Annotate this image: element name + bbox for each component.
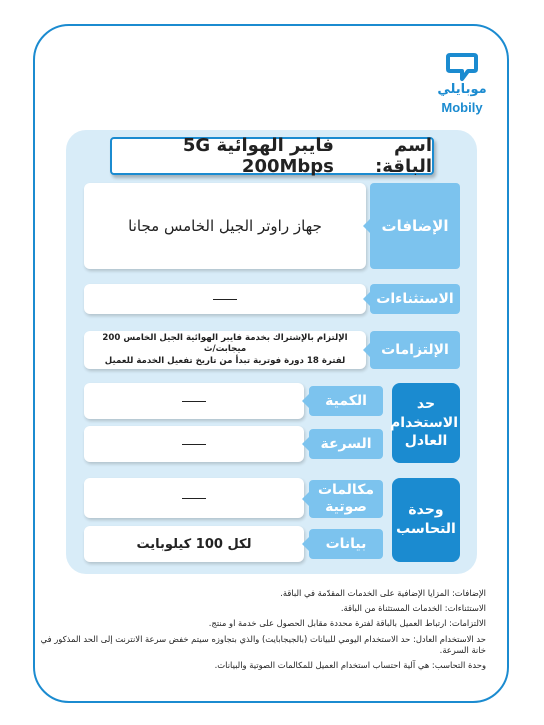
quantity-label-text: الكمية xyxy=(325,393,367,409)
package-title-label: اسم الباقة: xyxy=(375,135,432,177)
commitments-label-text: الإلتزامات xyxy=(381,342,449,358)
additions-label xyxy=(370,183,460,269)
additions-value: جهاز راوتر الجيل الخامس مجانا xyxy=(128,217,322,235)
speed-label-text: السرعة xyxy=(320,436,372,452)
additions-label-text: الإضافات xyxy=(381,217,449,235)
note-fair-use: حد الاستخدام العادل: حد الاستخدام اليومي للبيانات (بالجيجابايت) والذي بتجاوزه سيتم خفض سرعة الانترنت إلى الحد المذكور في خانة السرعة. xyxy=(40,633,486,655)
voice-empty-dash xyxy=(182,498,206,499)
logo-text-english: Mobily xyxy=(441,100,483,115)
package-name: فايبر الهوائية 5G 200Mbps xyxy=(182,135,334,177)
quantity-label xyxy=(309,386,383,416)
exceptions-label-text: الاستثناءات xyxy=(376,291,454,307)
data-label xyxy=(309,529,383,559)
billing-unit-group-label-text: وحدة التحاسب xyxy=(396,502,456,537)
voice-label-text: مكالمات صوتية xyxy=(317,482,375,515)
commitments-label xyxy=(370,331,460,369)
definitions-notes xyxy=(40,588,486,675)
voice-label xyxy=(309,480,383,518)
commitments-value-line1: الإلتزام بالإشتراك بخدمة فايبر الهوائية الجيل الخامس 200 ميجابت/ث xyxy=(102,332,348,355)
exceptions-label xyxy=(370,284,460,314)
speed-label xyxy=(309,429,383,459)
data-value-box xyxy=(84,526,304,562)
note-billing-unit: وحدة التحاسب: هي آلية احتساب استخدام العميل للمكالمات الصوتية والبيانات. xyxy=(214,659,486,670)
mobily-logo-icon xyxy=(446,52,478,82)
fair-use-group-label xyxy=(392,383,460,463)
exceptions-empty-dash xyxy=(213,299,237,300)
data-value: لكل 100 كيلوبايت xyxy=(136,536,252,552)
exceptions-value-box xyxy=(84,284,366,314)
commitments-value-box xyxy=(84,331,366,369)
speed-empty-dash xyxy=(182,444,206,445)
quantity-value-box xyxy=(84,383,304,419)
speed-value-box xyxy=(84,426,304,462)
mobily-logo xyxy=(434,52,490,118)
fair-use-group-label-text: حد الاستخدام العادل xyxy=(390,395,458,450)
billing-unit-group-label xyxy=(392,478,460,562)
quantity-empty-dash xyxy=(182,401,206,402)
voice-value-box xyxy=(84,478,304,518)
note-commitments: الالتزامات: ارتباط العميل بالباقة لفترة محددة مقابل الحصول على خدمة او منتج. xyxy=(208,618,486,629)
commitments-value-line2: لفترة 18 دورة فوترية تبدأ من تاريخ تفعيل الخدمة للعميل xyxy=(104,355,346,366)
additions-value-box xyxy=(84,183,366,269)
note-exceptions: الاستثناءات: الخدمات المستثناة من الباقة. xyxy=(340,603,486,614)
logo-text-arabic: موبايلي xyxy=(437,82,487,97)
data-label-text: بيانات xyxy=(325,536,367,552)
package-title xyxy=(110,137,434,175)
note-additions: الإضافات: المزايا الإضافية على الخدمات المقدّمة في الباقة. xyxy=(280,588,486,598)
